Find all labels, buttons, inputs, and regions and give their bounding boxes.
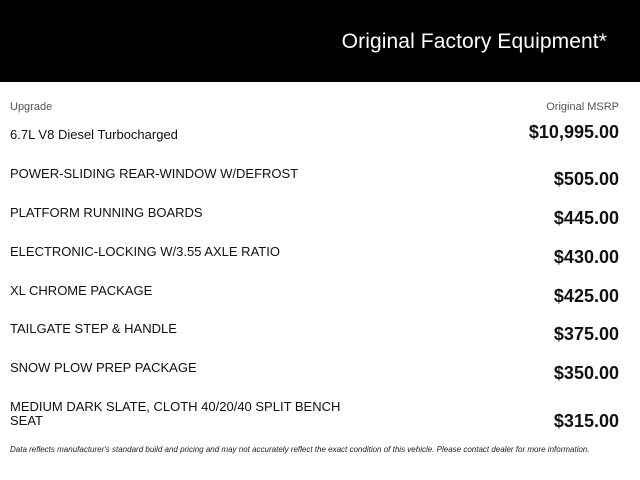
table-row: [0, 245, 640, 285]
upgrade-price: $505.00: [553, 169, 619, 189]
page-title: Original Factory Equipment*: [341, 30, 607, 53]
table-row: [0, 167, 640, 207]
upgrade-price: $350.00: [553, 363, 619, 383]
upgrade-name: MEDIUM DARK SLATE, CLOTH 40/20/40 SPLIT BENCH SEAT: [10, 399, 341, 428]
upgrade-name: PLATFORM RUNNING BOARDS: [10, 205, 203, 220]
upgrade-column-header: Upgrade: [10, 101, 53, 113]
table-row: [0, 284, 640, 324]
msrp-column-header: Original MSRP: [546, 101, 619, 113]
upgrade-name: SNOW PLOW PREP PACKAGE: [10, 360, 197, 375]
upgrade-price: $445.00: [553, 208, 619, 228]
upgrade-name: 6.7L V8 Diesel Turbocharged: [10, 127, 178, 142]
column-headers: [0, 100, 640, 114]
upgrade-price: $315.00: [553, 411, 619, 431]
table-row: [0, 206, 640, 246]
table-row: [0, 361, 640, 401]
upgrade-name: TAILGATE STEP & HANDLE: [10, 321, 177, 336]
upgrade-name: XL CHROME PACKAGE: [10, 283, 153, 298]
upgrade-name: ELECTRONIC-LOCKING W/3.55 AXLE RATIO: [10, 244, 280, 259]
table-row: [0, 322, 640, 362]
upgrade-name: POWER-SLIDING REAR-WINDOW W/DEFROST: [10, 166, 299, 181]
upgrade-price: $430.00: [553, 247, 619, 267]
table-row: [0, 122, 640, 168]
upgrade-price: $10,995.00: [528, 122, 619, 142]
header-bar: [0, 0, 640, 82]
upgrade-price: $425.00: [553, 286, 619, 306]
table-row: [0, 400, 640, 440]
disclaimer-footnote: Data reflects manufacturer's standard build and pricing and may not accurately reflect the exact condition of this vehicle. Please contact dealer for more information.: [10, 445, 590, 454]
upgrade-price: $375.00: [553, 324, 619, 344]
